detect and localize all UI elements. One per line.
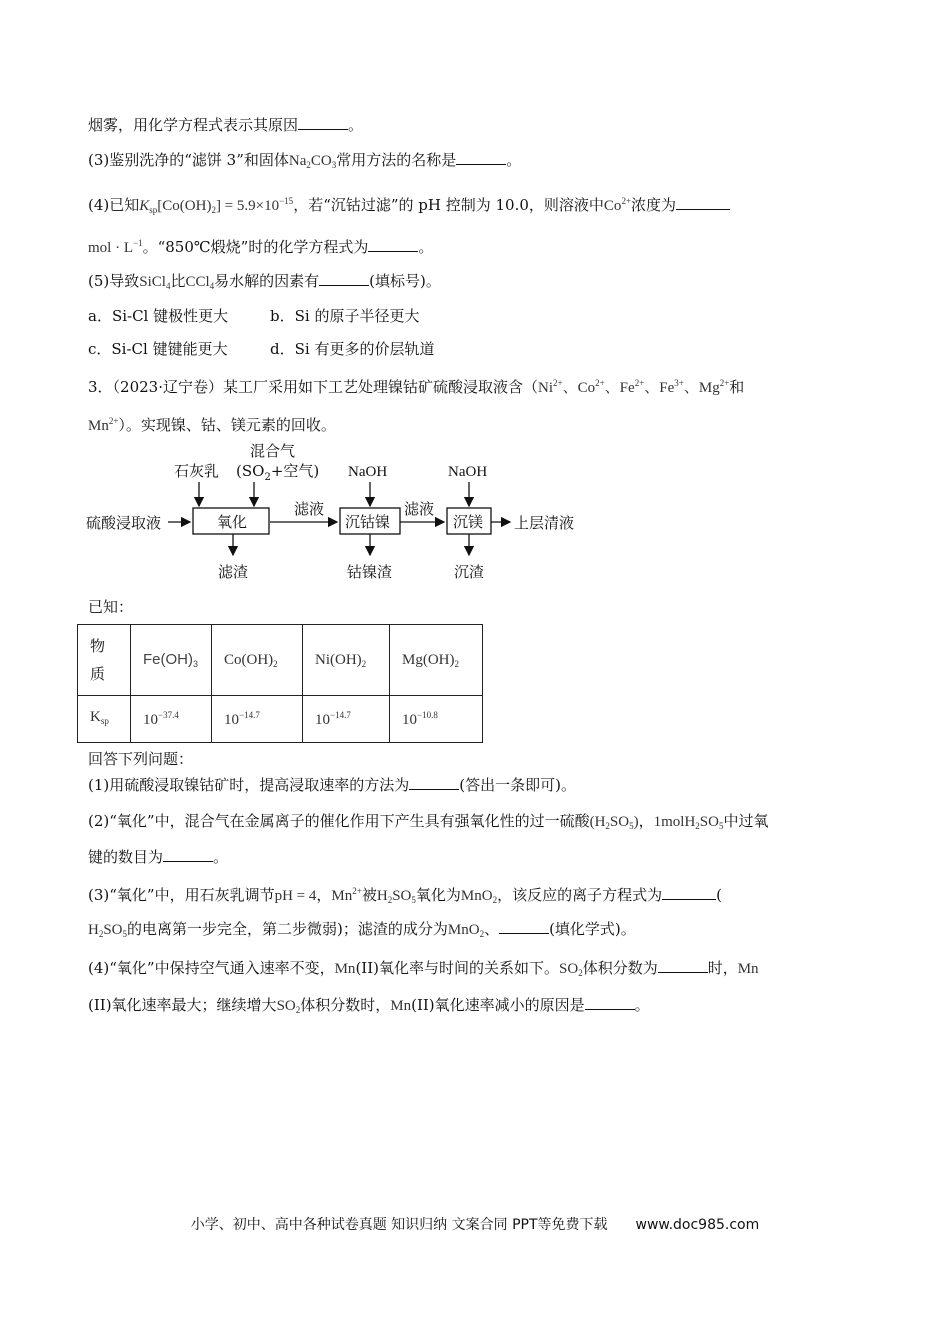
answer-heading: 回答下列问题： bbox=[88, 750, 194, 768]
answer-blank bbox=[499, 919, 549, 934]
answer-blank bbox=[662, 885, 716, 900]
subquestion-3-oxidation-cont: $H_2SO_5$的电离第一步完全，第二步微弱)；滤渣的成分为MnO$_2$、 (填化学式)。 bbox=[88, 920, 636, 939]
option-b: b．Si 的原子半径更大 bbox=[270, 307, 420, 325]
magnesium-label: 沉镁 bbox=[453, 513, 484, 531]
table-header-cell: $Ni(OH)_2$ bbox=[303, 625, 390, 696]
answer-blank bbox=[676, 195, 730, 210]
question-3-stem: 3．（2023·辽宁卷）某工厂采用如下工艺处理镍钴矿硫酸浸取液含（$Ni^{2+}$、$Co^{2+}$、$Fe^{2+}$、$Fe^{3+}$、$Mg^{2+}$和 bbox=[88, 378, 745, 396]
footer-text: 小学、初中、高中各种试卷真题 知识归纳 文案合同 PPT等免费下载 bbox=[190, 1217, 608, 1233]
table-row bbox=[78, 625, 483, 696]
table-row bbox=[78, 696, 483, 743]
output-label: 上层清液 bbox=[514, 514, 575, 532]
table-header-cell: $Mg(OH)_2$ bbox=[390, 625, 483, 696]
option-c: c．Si-Cl 键键能更大 bbox=[88, 340, 228, 358]
subquestion-4: (4)已知$K_{sp}[Co(OH)_2] = 5.9\times 10^{-15}$，若“沉钴过滤”的 pH 控制为 10.0，则溶液中$Co^{2+}$浓度为 bbox=[88, 190, 730, 221]
table-cell: $10^{-14.7}$ bbox=[303, 696, 390, 743]
known-label: 已知： bbox=[88, 598, 134, 616]
answer-blank bbox=[409, 775, 459, 790]
table-cell: $10^{-10.8}$ bbox=[390, 696, 483, 743]
residue-label: 沉渣 bbox=[454, 563, 485, 581]
question-continuation: 烟雾，用化学方程式表示其原因 。 bbox=[88, 116, 364, 134]
input-label: 硫酸浸取液 bbox=[86, 514, 162, 532]
table-cell: $10^{-14.7}$ bbox=[212, 696, 303, 743]
subquestion-4-oxidation: (4)“氧化”中保持空气通入速率不变，Mn(II)氧化率与时间的关系如下。$SO_2$体积分数为 时，Mn bbox=[88, 959, 759, 978]
table-cell: $K_{sp}$ bbox=[78, 696, 131, 743]
process-flow-diagram bbox=[86, 440, 606, 588]
option-a: a．Si-Cl 键极性更大 bbox=[88, 307, 229, 325]
naoh-label: NaOH bbox=[448, 464, 488, 480]
answer-blank bbox=[585, 995, 635, 1010]
subquestion-1: (1)用硫酸浸取镍钴矿时，提高浸取速率的方法为 (答出一条即可)。 bbox=[88, 776, 576, 794]
naoh-label: NaOH bbox=[348, 464, 388, 480]
cobalt-nickel-label: 沉钴镍 bbox=[345, 513, 391, 531]
residue-label: 钴镍渣 bbox=[347, 563, 393, 581]
gas-composition: ($SO_2+$空气) bbox=[236, 462, 320, 483]
subquestion-4-oxidation-cont: (II)氧化速率最大；继续增大$SO_2$体积分数时，Mn(II)氧化速率减小的原因是 。 bbox=[88, 996, 650, 1015]
subquestion-3: (3)鉴别洗净的“滤饼 3”和固体$Na_2CO_3$常用方法的名称是 。 bbox=[88, 151, 522, 170]
table-header-cell: $Fe(OH)_3$ bbox=[131, 625, 212, 696]
answer-blank bbox=[658, 958, 708, 973]
answer-blank bbox=[163, 847, 213, 862]
ksp-table bbox=[77, 624, 483, 743]
filtrate-label: 滤液 bbox=[404, 500, 435, 518]
subquestion-3-oxidation: (3)“氧化”中，用石灰乳调节pH = 4，$Mn^{2+}$被$H_2SO_5$氧化为MnO$_2$，该反应的离子方程式为 ( bbox=[88, 886, 722, 905]
filtrate-label: 滤液 bbox=[294, 500, 325, 518]
table-cell: $10^{-37.4}$ bbox=[131, 696, 212, 743]
answer-blank bbox=[319, 271, 369, 286]
question-3-stem-cont: $Mn^{2+}$）。实现镍、钴、镁元素的回收。 bbox=[88, 416, 336, 434]
gas-label: 混合气 bbox=[250, 442, 296, 460]
answer-blank bbox=[298, 115, 348, 130]
options-row-2 bbox=[88, 338, 434, 360]
lime-label: 石灰乳 bbox=[174, 462, 220, 480]
option-d: d．Si 有更多的价层轨道 bbox=[270, 340, 435, 358]
answer-blank bbox=[368, 237, 418, 252]
subquestion-4-cont: mol · $L^{-1}$。“850℃煅烧”时的化学方程式为 。 bbox=[88, 238, 434, 256]
subquestion-2-cont: 键的数目为 。 bbox=[88, 848, 229, 866]
subquestion-2: (2)“氧化”中，混合气在金属离子的催化作用下产生具有强氧化性的过一硫酸$(H_2SO_5)$，$1molH_2SO_5$中过氧 bbox=[88, 812, 769, 831]
table-header-cell: $Co(OH)_2$ bbox=[212, 625, 303, 696]
oxidation-label: 氧化 bbox=[217, 513, 248, 531]
subquestion-5: (5)导致SiCl$_4$比CCl$_4$易水解的因素有 (填标号)。 bbox=[88, 272, 441, 291]
page-footer bbox=[0, 1214, 950, 1234]
answer-blank bbox=[456, 150, 506, 165]
options-row-1 bbox=[88, 305, 419, 327]
footer-site-link[interactable]: www.doc985.com bbox=[635, 1217, 760, 1233]
residue-label: 滤渣 bbox=[218, 563, 249, 581]
table-header-cell: 物 质 bbox=[78, 625, 131, 696]
